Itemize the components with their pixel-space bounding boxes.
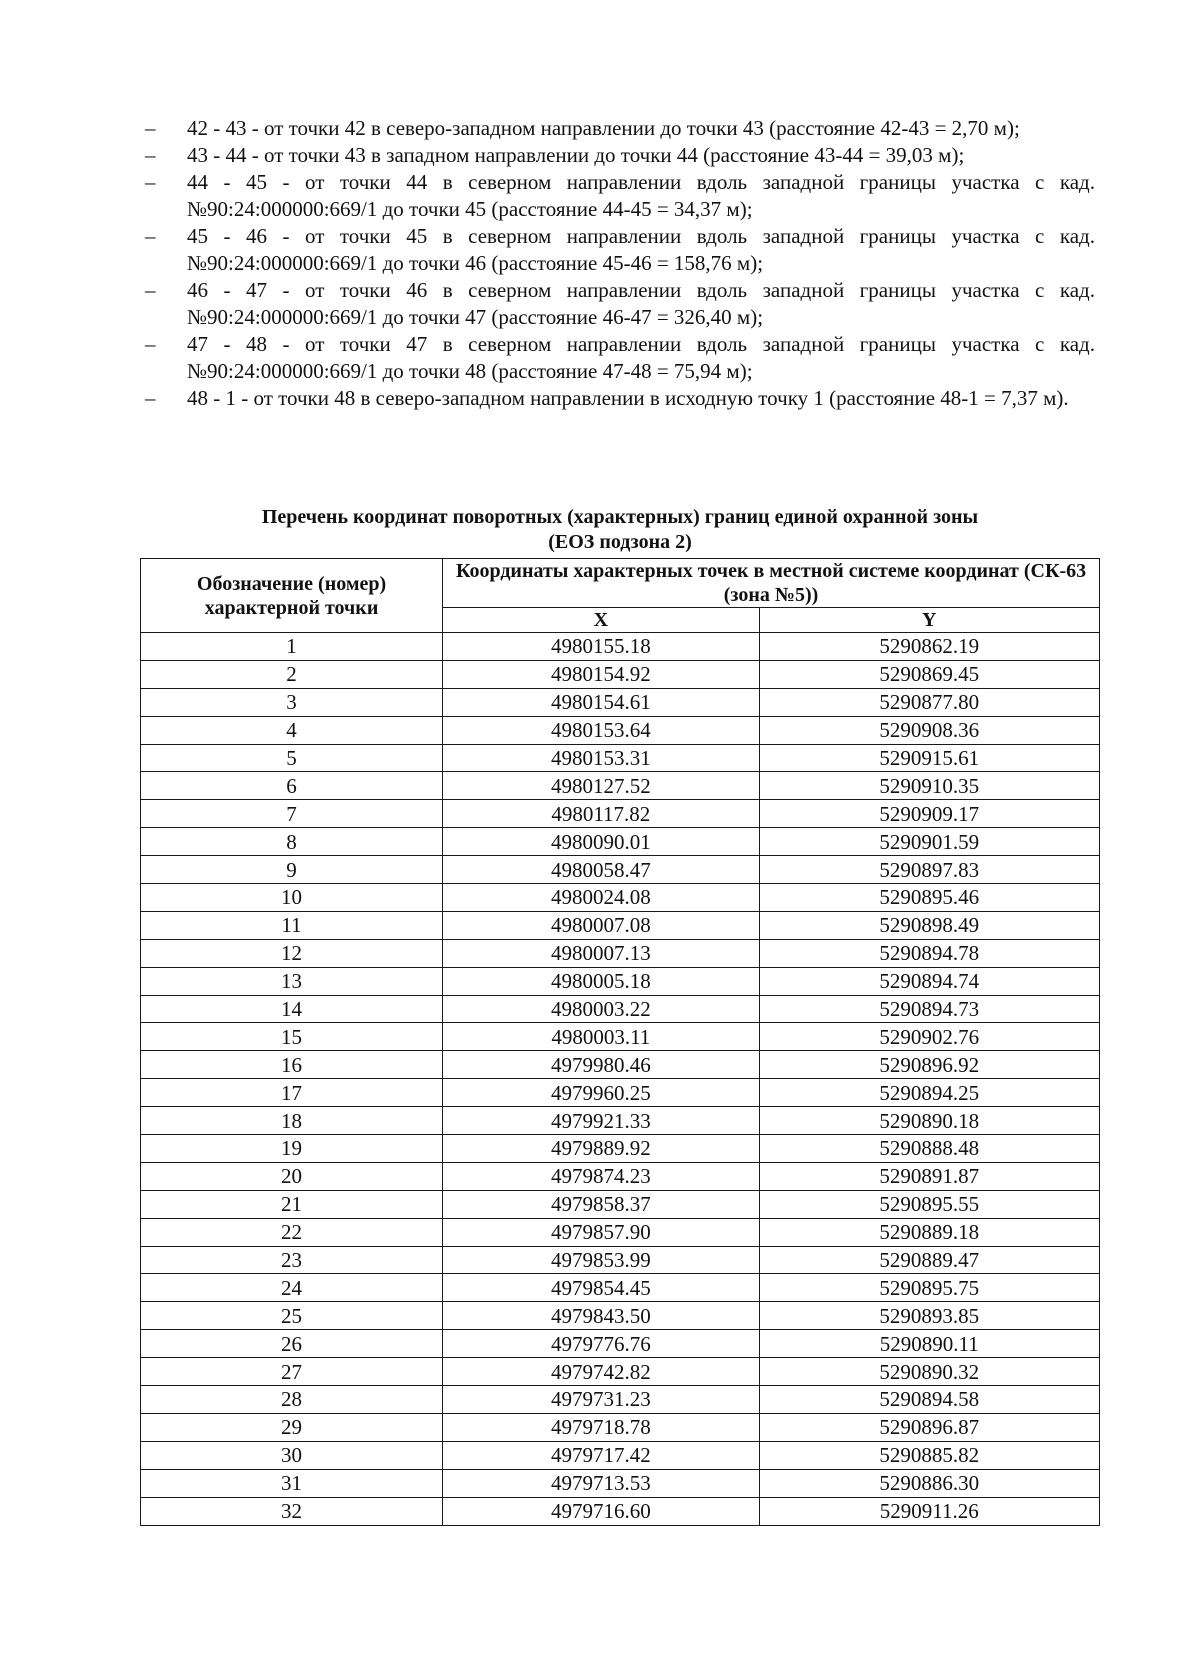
table-row: [141, 1358, 1100, 1386]
cell-point-number: 13: [141, 967, 443, 995]
cell-y: 5290901.59: [759, 828, 1099, 856]
cell-point-number: 3: [141, 688, 443, 716]
table-row: [141, 800, 1100, 828]
header-coordinates: Координаты характерных точек в местной системе координат (СК-63 (зона №5)): [443, 559, 1100, 608]
cell-x: 4980007.08: [443, 911, 759, 939]
table-row: [141, 716, 1100, 744]
cell-point-number: 9: [141, 856, 443, 884]
cell-x: 4980155.18: [443, 633, 759, 661]
table-row: [141, 688, 1100, 716]
cell-x: 4979713.53: [443, 1469, 759, 1497]
bullet-text: 44 - 45 - от точки 44 в северном направлении вдоль западной границы участка с кад. №90:24:000000:669/1 до точки 45 (расстояние 44-45 = 34,37 м);: [187, 170, 1095, 221]
cell-point-number: 7: [141, 800, 443, 828]
cell-point-number: 32: [141, 1497, 443, 1525]
table-row: [141, 660, 1100, 688]
table-row: [141, 1023, 1100, 1051]
bullet-marker: –: [145, 278, 156, 302]
coordinates-table: [140, 558, 1100, 1526]
cell-y: 5290893.85: [759, 1302, 1099, 1330]
cell-x: 4980003.22: [443, 995, 759, 1023]
cell-y: 5290885.82: [759, 1441, 1099, 1469]
cell-x: 4979843.50: [443, 1302, 759, 1330]
cell-x: 4979857.90: [443, 1218, 759, 1246]
bullet-text: 46 - 47 - от точки 46 в северном направлении вдоль западной границы участка с кад. №90:24:000000:669/1 до точки 47 (расстояние 46-47 = 326,40 м);: [187, 278, 1095, 329]
table-row: [141, 633, 1100, 661]
table-row: [141, 772, 1100, 800]
cell-x: 4980024.08: [443, 884, 759, 912]
cell-x: 4979874.23: [443, 1162, 759, 1190]
cell-point-number: 11: [141, 911, 443, 939]
cell-x: 4979980.46: [443, 1051, 759, 1079]
cell-point-number: 28: [141, 1386, 443, 1414]
cell-x: 4980117.82: [443, 800, 759, 828]
table-row: [141, 939, 1100, 967]
cell-x: 4979960.25: [443, 1079, 759, 1107]
cell-point-number: 23: [141, 1246, 443, 1274]
table-row: [141, 1330, 1100, 1358]
cell-x: 4980154.61: [443, 688, 759, 716]
cell-y: 5290869.45: [759, 660, 1099, 688]
cell-y: 5290894.73: [759, 995, 1099, 1023]
cell-x: 4979731.23: [443, 1386, 759, 1414]
table-body: [141, 633, 1100, 1526]
cell-y: 5290890.18: [759, 1107, 1099, 1135]
cell-point-number: 14: [141, 995, 443, 1023]
cell-y: 5290890.32: [759, 1358, 1099, 1386]
cell-y: 5290889.47: [759, 1246, 1099, 1274]
cell-x: 4979717.42: [443, 1441, 759, 1469]
cell-y: 5290894.78: [759, 939, 1099, 967]
cell-x: 4980007.13: [443, 939, 759, 967]
list-item: [145, 142, 1095, 169]
cell-y: 5290894.58: [759, 1386, 1099, 1414]
bullet-text: 45 - 46 - от точки 45 в северном направлении вдоль западной границы участка с кад. №90:24:000000:669/1 до точки 46 (расстояние 45-46 = 158,76 м);: [187, 224, 1095, 275]
cell-y: 5290895.46: [759, 884, 1099, 912]
cell-y: 5290908.36: [759, 716, 1099, 744]
cell-x: 4980005.18: [443, 967, 759, 995]
bullet-text: 42 - 43 - от точки 42 в северо-западном направлении до точки 43 (расстояние 42-43 = 2,70 м);: [187, 116, 1020, 140]
cell-x: 4980154.92: [443, 660, 759, 688]
cell-y: 5290895.55: [759, 1190, 1099, 1218]
table-title: [140, 505, 1100, 555]
cell-x: 4979858.37: [443, 1190, 759, 1218]
cell-point-number: 19: [141, 1135, 443, 1163]
cell-x: 4979742.82: [443, 1358, 759, 1386]
list-item: [145, 385, 1095, 412]
table-row: [141, 967, 1100, 995]
table-title-line: (ЕОЗ подзона 2): [548, 531, 692, 553]
cell-x: 4979718.78: [443, 1413, 759, 1441]
cell-point-number: 18: [141, 1107, 443, 1135]
cell-x: 4979854.45: [443, 1274, 759, 1302]
bullet-marker: –: [145, 386, 156, 410]
cell-point-number: 2: [141, 660, 443, 688]
table-row: [141, 884, 1100, 912]
table-row: [141, 1162, 1100, 1190]
header-point-number: Обозначение (номер) характерной точки: [141, 559, 443, 633]
table-row: [141, 856, 1100, 884]
cell-x: 4979921.33: [443, 1107, 759, 1135]
table-row: [141, 1051, 1100, 1079]
table-title-line: Перечень координат поворотных (характерных) границ единой охранной зоны: [261, 506, 979, 528]
list-item: [145, 331, 1095, 385]
cell-point-number: 21: [141, 1190, 443, 1218]
bullet-text: 43 - 44 - от точки 43 в западном направлении до точки 44 (расстояние 43-44 = 39,03 м);: [187, 143, 965, 167]
cell-point-number: 6: [141, 772, 443, 800]
cell-point-number: 15: [141, 1023, 443, 1051]
bullet-text: 48 - 1 - от точки 48 в северо-западном направлении в исходную точку 1 (расстояние 48-1 = 7,37 м).: [187, 386, 1069, 410]
cell-x: 4980003.11: [443, 1023, 759, 1051]
table-row: [141, 1413, 1100, 1441]
cell-x: 4980058.47: [443, 856, 759, 884]
cell-x: 4980127.52: [443, 772, 759, 800]
cell-point-number: 20: [141, 1162, 443, 1190]
table-row: [141, 1218, 1100, 1246]
bullet-marker: –: [145, 224, 156, 248]
bullet-marker: –: [145, 116, 156, 140]
cell-y: 5290898.49: [759, 911, 1099, 939]
bullet-marker: –: [145, 170, 156, 194]
cell-point-number: 4: [141, 716, 443, 744]
cell-y: 5290896.92: [759, 1051, 1099, 1079]
cell-y: 5290897.83: [759, 856, 1099, 884]
cell-y: 5290911.26: [759, 1497, 1099, 1525]
cell-x: 4979776.76: [443, 1330, 759, 1358]
table-row: [141, 1190, 1100, 1218]
cell-x: 4979716.60: [443, 1497, 759, 1525]
bullet-marker: –: [145, 332, 156, 356]
cell-point-number: 1: [141, 633, 443, 661]
boundary-description-list: [145, 115, 1095, 412]
cell-x: 4980153.31: [443, 744, 759, 772]
cell-point-number: 26: [141, 1330, 443, 1358]
cell-point-number: 31: [141, 1469, 443, 1497]
cell-point-number: 25: [141, 1302, 443, 1330]
cell-point-number: 27: [141, 1358, 443, 1386]
cell-y: 5290894.25: [759, 1079, 1099, 1107]
cell-y: 5290902.76: [759, 1023, 1099, 1051]
list-item: [145, 277, 1095, 331]
table-row: [141, 1135, 1100, 1163]
table-row: [141, 1274, 1100, 1302]
cell-point-number: 10: [141, 884, 443, 912]
table-row: [141, 1246, 1100, 1274]
table-row: [141, 1497, 1100, 1525]
table-row: [141, 744, 1100, 772]
cell-x: 4980153.64: [443, 716, 759, 744]
table-row: [141, 1469, 1100, 1497]
cell-point-number: 17: [141, 1079, 443, 1107]
cell-y: 5290910.35: [759, 772, 1099, 800]
table-row: [141, 1079, 1100, 1107]
cell-point-number: 12: [141, 939, 443, 967]
header-y: Y: [759, 608, 1099, 633]
cell-y: 5290891.87: [759, 1162, 1099, 1190]
table-row: [141, 1107, 1100, 1135]
table-row: [141, 828, 1100, 856]
cell-y: 5290889.18: [759, 1218, 1099, 1246]
table-row: [141, 911, 1100, 939]
cell-y: 5290894.74: [759, 967, 1099, 995]
cell-y: 5290862.19: [759, 633, 1099, 661]
cell-y: 5290890.11: [759, 1330, 1099, 1358]
cell-x: 4979853.99: [443, 1246, 759, 1274]
cell-y: 5290888.48: [759, 1135, 1099, 1163]
cell-point-number: 5: [141, 744, 443, 772]
cell-point-number: 16: [141, 1051, 443, 1079]
list-item: [145, 115, 1095, 142]
cell-y: 5290896.87: [759, 1413, 1099, 1441]
cell-y: 5290909.17: [759, 800, 1099, 828]
cell-point-number: 30: [141, 1441, 443, 1469]
cell-point-number: 24: [141, 1274, 443, 1302]
cell-point-number: 22: [141, 1218, 443, 1246]
cell-y: 5290915.61: [759, 744, 1099, 772]
bullet-marker: –: [145, 143, 156, 167]
bullet-text: 47 - 48 - от точки 47 в северном направлении вдоль западной границы участка с кад. №90:24:000000:669/1 до точки 48 (расстояние 47-48 = 75,94 м);: [187, 332, 1095, 383]
table-row: [141, 1386, 1100, 1414]
cell-x: 4980090.01: [443, 828, 759, 856]
list-item: [145, 223, 1095, 277]
cell-point-number: 29: [141, 1413, 443, 1441]
cell-y: 5290877.80: [759, 688, 1099, 716]
header-x: X: [443, 608, 759, 633]
table-row: [141, 1441, 1100, 1469]
table-row: [141, 995, 1100, 1023]
cell-point-number: 8: [141, 828, 443, 856]
table-row: [141, 1302, 1100, 1330]
cell-y: 5290895.75: [759, 1274, 1099, 1302]
cell-x: 4979889.92: [443, 1135, 759, 1163]
cell-y: 5290886.30: [759, 1469, 1099, 1497]
list-item: [145, 169, 1095, 223]
